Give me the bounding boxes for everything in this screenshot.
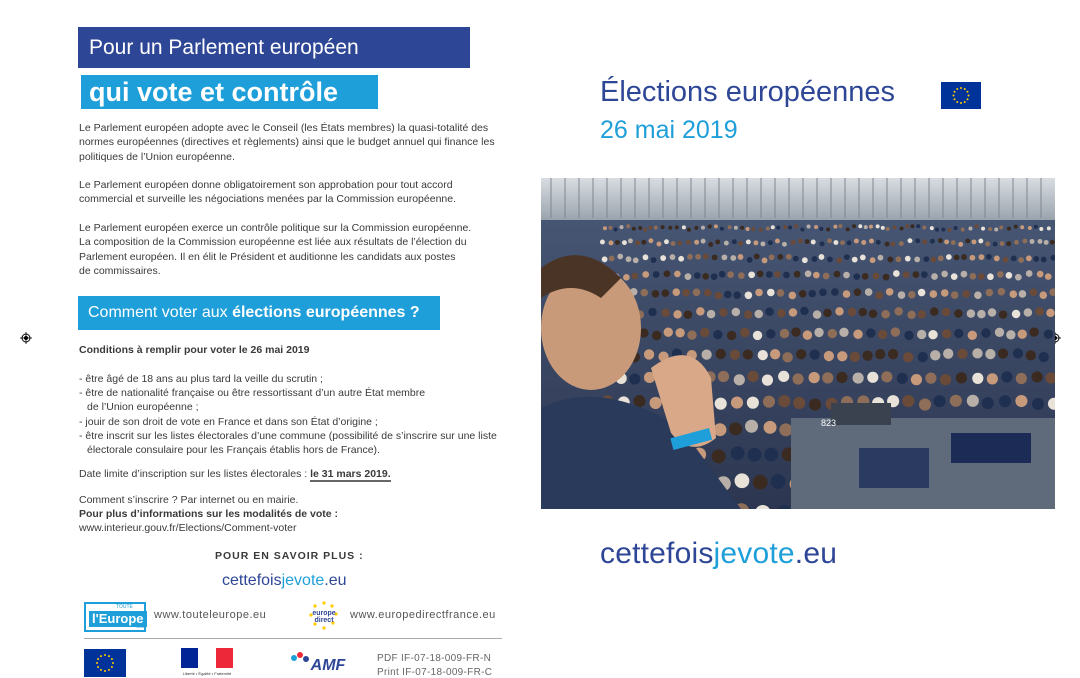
heading-vote-controle: qui vote et contrôle	[81, 75, 378, 109]
star	[964, 88, 966, 90]
conditions-list	[79, 372, 499, 457]
more-info-label: POUR EN SAVOIR PLUS :	[215, 550, 364, 562]
list-item: électorale consulaire pour les Français établis hors de France).	[87, 444, 380, 457]
star	[97, 658, 99, 660]
star	[966, 91, 968, 93]
europe-direct-logo	[305, 600, 343, 632]
star	[108, 655, 110, 657]
star	[100, 669, 102, 671]
interieur-link[interactable]: www.interieur.gouv.fr/Elections/Comment-voter	[79, 522, 297, 535]
print-reference: Print IF-07-18-009-FR-C	[377, 667, 493, 678]
crosshair-icon	[20, 332, 32, 344]
toute-europe-link[interactable]: www.touteleurope.eu	[154, 609, 267, 621]
star	[112, 662, 114, 664]
star	[966, 98, 968, 100]
deadline-text: Date limite d’inscription sur les listes électorales : le 31 mars 2019.	[79, 468, 391, 480]
star	[956, 88, 958, 90]
svg-text:europe: europe	[312, 610, 336, 617]
list-item: - être âgé de 18 ans au plus tard la veille du scrutin ;	[79, 373, 323, 385]
star	[104, 654, 106, 656]
toute-europe-logo: TOUTE l'Europe .EU	[84, 602, 146, 632]
eu-flag-icon	[84, 649, 126, 677]
parliament-hemicycle-photo	[541, 178, 1055, 509]
star	[960, 102, 962, 104]
heading-parlement: Pour un Parlement européen	[78, 27, 470, 68]
list-item: - jouir de son droit de vote en France et dans son État d’origine ;	[79, 415, 378, 428]
how-to-register: Comment s’inscrire ? Par internet ou en mairie. Pour plus d’informations sur les modalités de vote : www.interieur.gouv.fr/Elections/Comment-voter	[79, 494, 339, 535]
star	[968, 95, 970, 97]
paragraph-1: Le Parlement européen adopte avec le Conseil (les États membres) la quasi-totalité des normes européennes (directives et règlements) ainsi que le budget annuel qui finance les politiques de l’Union européenne.	[79, 122, 495, 163]
svg-text:Liberté • Égalité • Fraternité: Liberté • Égalité • Fraternité	[182, 671, 232, 676]
star	[111, 666, 113, 668]
star	[956, 101, 958, 103]
star	[960, 87, 962, 89]
star	[953, 95, 955, 97]
pdf-reference: PDF IF-07-18-009-FR-N	[377, 653, 492, 664]
europe-direct-link[interactable]: www.europedirectfrance.eu	[350, 609, 496, 621]
star	[111, 658, 113, 660]
paragraph-2: Le Parlement européen donne obligatoirement son approbation pour tout accord commercial et surveille les négociations menées par la Commission européenne.	[79, 179, 457, 206]
divider	[84, 638, 502, 639]
site-link-small[interactable]: cettefoisjevote.eu	[222, 572, 347, 589]
star	[100, 655, 102, 657]
star	[96, 662, 98, 664]
conditions-title: Conditions à remplir pour voter le 26 mai 2019	[79, 344, 310, 356]
amf-logo	[288, 648, 350, 676]
elections-title: Élections européennes	[600, 76, 896, 108]
star	[97, 666, 99, 668]
list-item: de l’Union européenne ;	[87, 401, 199, 414]
heading-comment-voter: Comment voter aux élections européennes ?	[78, 296, 440, 330]
svg-text:AMF: AMF	[310, 657, 346, 674]
republique-francaise-logo	[181, 648, 233, 678]
star	[108, 669, 110, 671]
star	[104, 670, 106, 672]
paragraph-3: Le Parlement européen exerce un contrôle politique sur la Commission européenne. La composition de la Commission européenne est liée aux résultats de l’élection du Parlement européen. Il en élit le Président et auditionne les candidats aux postes de commissaires.	[79, 222, 472, 278]
election-date: 26 mai 2019	[600, 116, 738, 144]
svg-text:direct: direct	[314, 617, 334, 624]
eu-flag-icon	[941, 82, 981, 109]
deadline-date: le 31 mars 2019.	[310, 468, 391, 480]
star	[954, 91, 956, 93]
svg-text:823: 823	[821, 418, 837, 428]
list-item: - être de nationalité française ou être ressortissant d’un autre État membre	[79, 387, 426, 400]
star	[954, 98, 956, 100]
list-item: - être inscrit sur les listes électorales d’une commune (possibilité de s’inscrire sur une liste	[79, 429, 497, 442]
site-link-big[interactable]: cettefoisjevote.eu	[600, 537, 838, 570]
star	[964, 101, 966, 103]
